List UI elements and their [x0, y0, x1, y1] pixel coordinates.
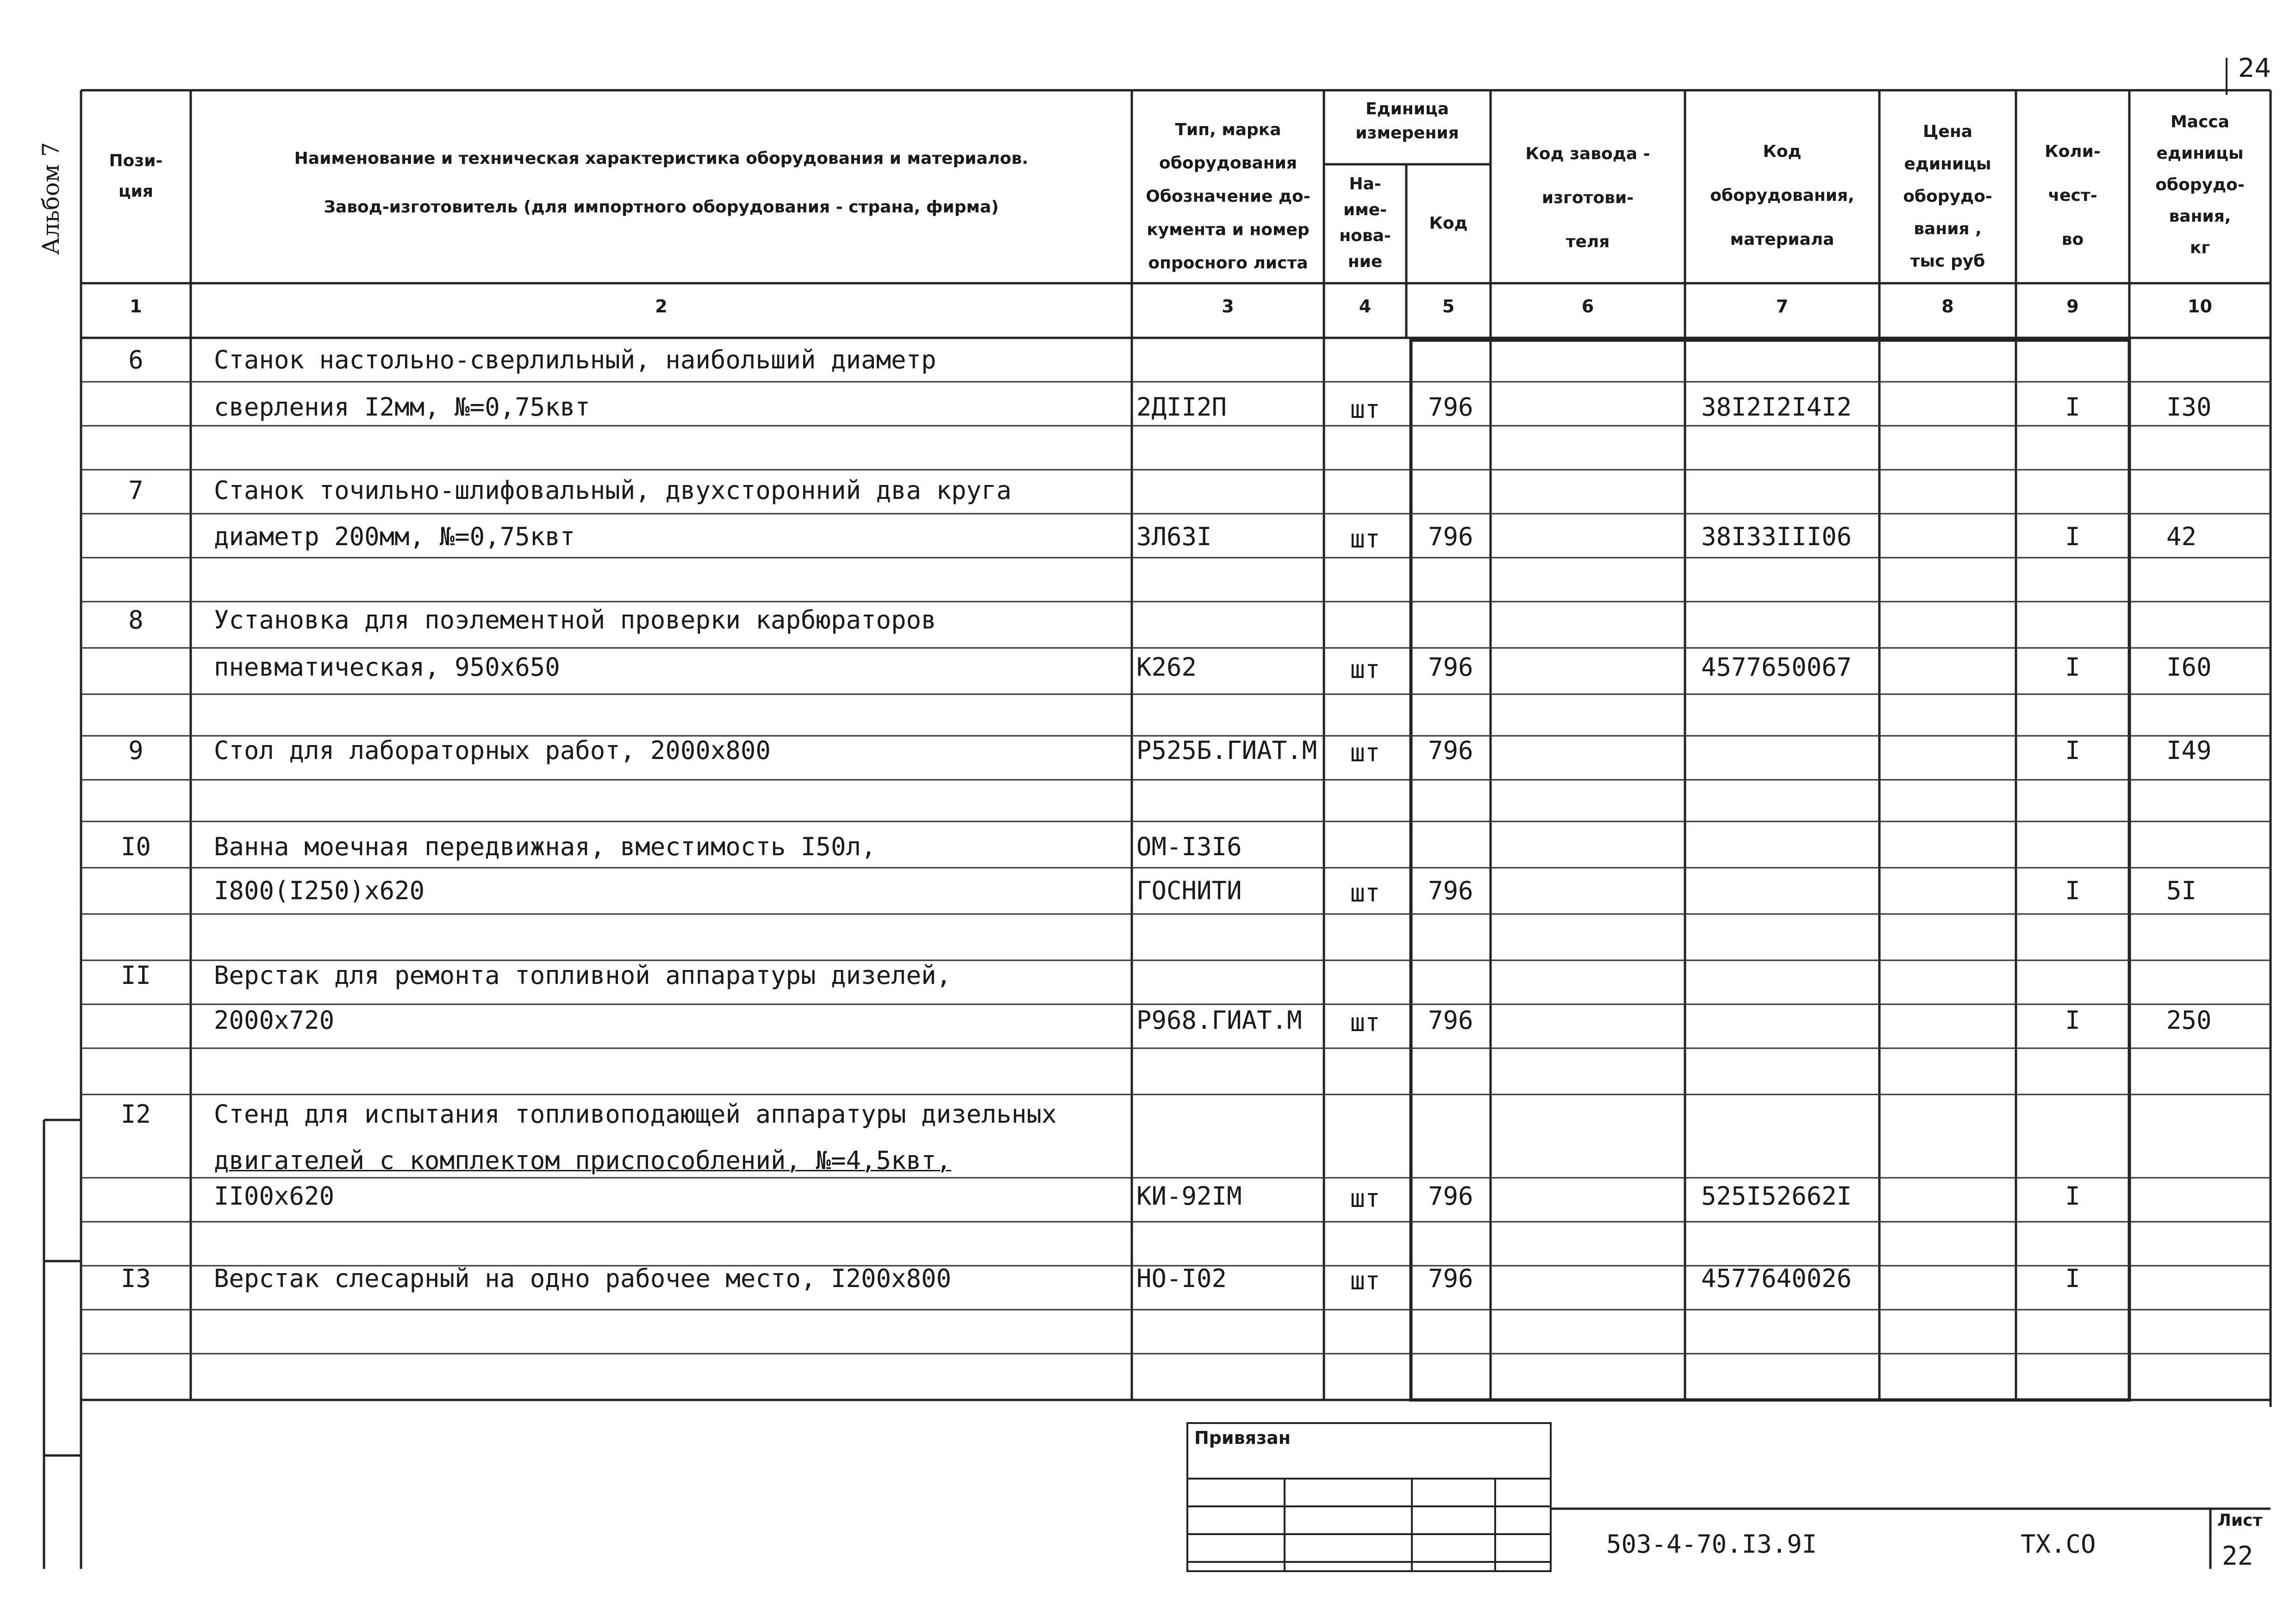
row-qty: I [2065, 653, 2080, 682]
row-code: 796 [1428, 1181, 1473, 1211]
header-col5: Код [1429, 214, 1468, 233]
row-name: двигателей с комплектом приспособлений, №=4,5квт, [214, 1146, 952, 1175]
row-unit: шт [1350, 738, 1380, 767]
page-number: 24 [2238, 53, 2271, 83]
sheet-number: 22 [2222, 1541, 2253, 1571]
row-position: I0 [120, 832, 151, 861]
row-mass: 5I [2166, 876, 2197, 905]
row-code: 796 [1428, 1264, 1473, 1293]
column-number-1: 1 [130, 296, 142, 317]
row-code: 796 [1428, 1006, 1473, 1035]
row-name: сверления I2мм, №=0,75квт [214, 392, 590, 422]
column-number-9: 9 [2066, 296, 2079, 317]
row-position: II [120, 961, 151, 990]
header-col7: Код оборудования, материала [1710, 142, 1854, 249]
row-name: Верстак слесарный на одно рабочее место, I200х800 [214, 1264, 952, 1293]
column-number-10: 10 [2188, 296, 2212, 317]
column-number-3: 3 [1222, 296, 1234, 317]
header-unit: Единица измерения [1355, 99, 1459, 143]
row-position: 9 [128, 736, 144, 765]
header-col6: Код завода - изготови- теля [1525, 144, 1650, 251]
row-type: ОМ-I3I6 [1136, 832, 1242, 861]
row-mass: I60 [2166, 653, 2212, 682]
row-position: 6 [128, 345, 144, 374]
column-number-2: 2 [655, 296, 668, 317]
row-unit: шт [1350, 1008, 1380, 1037]
header-col1: Пози- ция [109, 151, 163, 201]
row-type: Р525Б.ГИАТ.М [1136, 736, 1317, 765]
header-col4: На- име- нова- ние [1339, 174, 1391, 271]
row-name: пневматическая, 950х650 [214, 653, 560, 682]
row-qty: I [2065, 876, 2080, 905]
row-code: 796 [1428, 876, 1473, 905]
document-code: 503-4-70.I3.9I [1606, 1530, 1817, 1559]
row-name: 2000х720 [214, 1006, 335, 1035]
row-qty: I [2065, 736, 2080, 765]
row-mass: I49 [2166, 736, 2212, 765]
row-name: Верстак для ремонта топливной аппаратуры дизелей, [214, 961, 952, 990]
row-name: I800(I250)х620 [214, 876, 425, 905]
row-type: 2ДII2П [1136, 392, 1227, 422]
header-col3: Тип, марка оборудования Обозначение до- кумента и номер опросного листа [1146, 120, 1310, 273]
row-code: 796 [1428, 653, 1473, 682]
row-qty: I [2065, 1006, 2080, 1035]
row-position: 8 [128, 605, 144, 634]
row-name: Станок точильно-шлифовальный, двухсторонний два круга [214, 476, 1012, 505]
row-type: НО-I02 [1136, 1264, 1227, 1293]
row-equip-code: 38I2I2I4I2 [1701, 392, 1852, 422]
row-equip-code: 4577650067 [1701, 653, 1852, 682]
row-name: Стенд для испытания топливоподающей аппаратуры дизельных [214, 1100, 1057, 1129]
row-mass: 250 [2166, 1006, 2212, 1035]
privyazan-label: Привязан [1194, 1428, 1291, 1448]
row-type: К262 [1136, 653, 1197, 682]
row-name: диаметр 200мм, №=0,75квт [214, 522, 575, 551]
column-number-4: 4 [1359, 296, 1372, 317]
row-code: 796 [1428, 736, 1473, 765]
album-label: Альбом 7 [37, 142, 64, 255]
row-mass: 42 [2166, 522, 2197, 551]
column-number-6: 6 [1581, 296, 1594, 317]
row-qty: I [2065, 392, 2080, 422]
row-equip-code: 525I52662I [1701, 1181, 1852, 1211]
column-number-7: 7 [1776, 296, 1789, 317]
row-name: Станок настольно-сверлильный, наибольший диаметр [214, 345, 936, 374]
row-unit: шт [1350, 1266, 1380, 1295]
row-equip-code: 38I33III06 [1701, 522, 1852, 551]
row-unit: шт [1350, 655, 1380, 684]
row-unit: шт [1350, 395, 1380, 424]
row-type: КИ-92IМ [1136, 1181, 1242, 1211]
header-col9: Коли- чест- во [2045, 142, 2101, 249]
row-type: Р968.ГИАТ.М [1136, 1006, 1302, 1035]
row-name: Установка для поэлементной проверки карбюраторов [214, 605, 936, 634]
row-code: 796 [1428, 522, 1473, 551]
row-unit: шт [1350, 524, 1380, 553]
column-number-5: 5 [1442, 296, 1455, 317]
section-code: ТХ.СО [2021, 1530, 2096, 1559]
row-position: I2 [120, 1100, 151, 1129]
row-position: I3 [120, 1264, 151, 1293]
row-equip-code: 4577640026 [1701, 1264, 1852, 1293]
column-number-8: 8 [1941, 296, 1954, 317]
row-name: Ванна моечная передвижная, вместимость I50л, [214, 832, 876, 861]
row-type: 3Л63I [1136, 522, 1212, 551]
header-col2: Наименование и техническая характеристика оборудования и материалов. Завод-изготовитель (для импортного оборудования - страна, фирма) [294, 149, 1029, 217]
row-position: 7 [128, 476, 144, 505]
row-code: 796 [1428, 392, 1473, 422]
header-col10: Масса единицы оборудо- вания, кг [2155, 112, 2245, 257]
row-name: II00х620 [214, 1181, 335, 1211]
row-qty: I [2065, 1181, 2080, 1211]
row-unit: шт [1350, 878, 1380, 908]
row-qty: I [2065, 1264, 2080, 1293]
row-mass: I30 [2166, 392, 2212, 422]
sheet-label: Лист [2217, 1511, 2263, 1530]
row-name: Стол для лабораторных работ, 2000х800 [214, 736, 771, 765]
header-col8: Цена единицы оборудо- вания , тыс руб [1903, 122, 1992, 271]
row-type: ГОСНИТИ [1136, 876, 1242, 905]
row-qty: I [2065, 522, 2080, 551]
row-unit: шт [1350, 1184, 1380, 1213]
